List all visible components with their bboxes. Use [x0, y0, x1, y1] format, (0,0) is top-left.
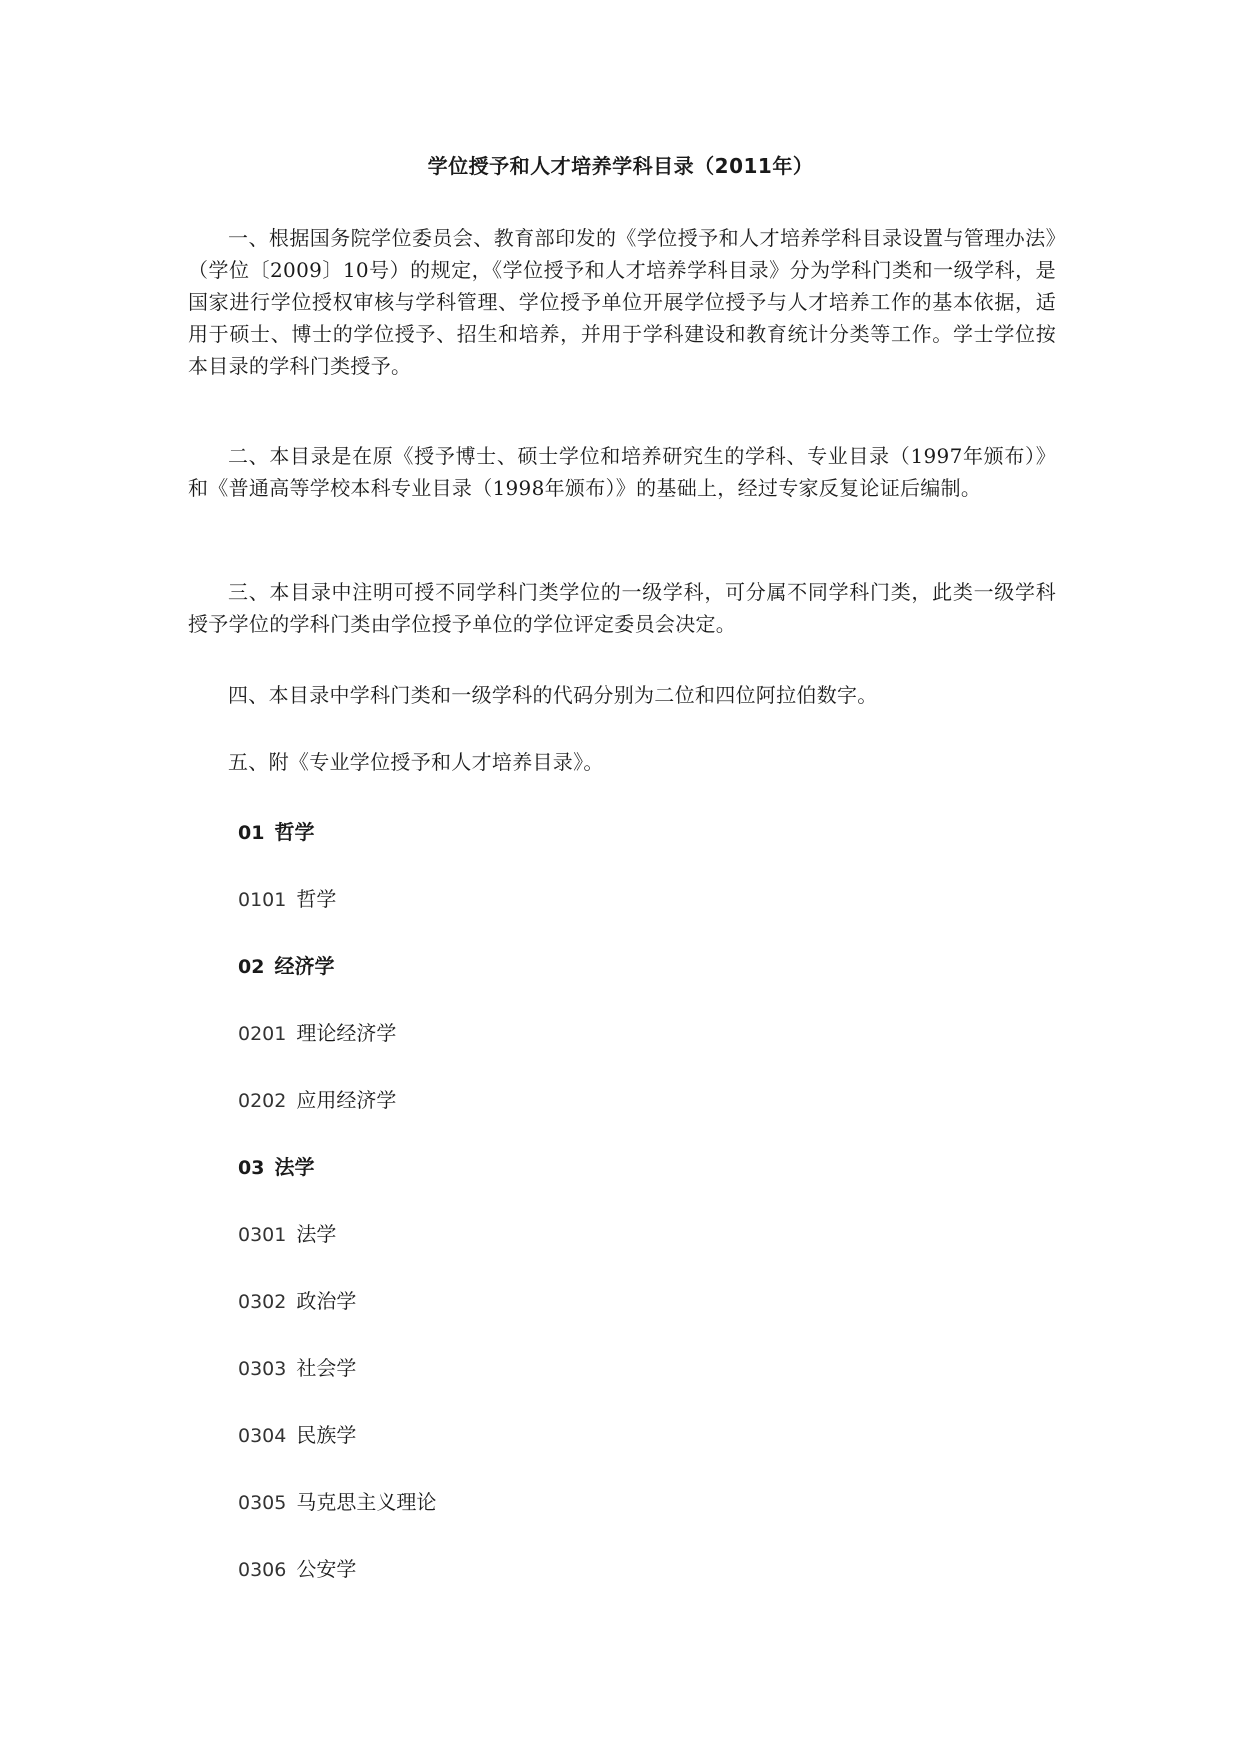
entry-code: 0202	[238, 1090, 287, 1112]
entry-code: 0302	[238, 1291, 287, 1313]
entry-name: 应用经济学	[296, 1088, 397, 1112]
entry-name: 马克思主义理论	[296, 1490, 437, 1514]
entry-code: 0201	[238, 1023, 287, 1045]
document-title: 学位授予和人才培养学科目录（2011年）	[427, 154, 814, 178]
paragraph-5: 五、附《专业学位授予和人才培养目录》。	[228, 750, 604, 774]
discipline-item	[238, 885, 336, 914]
discipline-item	[238, 1220, 336, 1249]
paragraph-3: 三、本目录中注明可授不同学科门类学位的一级学科，可分属不同学科门类，此类一级学科授予学位的学科门类由学位授予单位的学位评定委员会决定。	[188, 580, 1056, 636]
category-heading	[238, 952, 334, 981]
entry-name: 公安学	[296, 1557, 357, 1581]
discipline-item	[238, 1488, 436, 1517]
discipline-item	[238, 1086, 396, 1115]
discipline-item	[238, 1555, 356, 1584]
discipline-item	[238, 1287, 356, 1316]
entry-name: 社会学	[296, 1356, 357, 1380]
paragraph-2: 二、本目录是在原《授予博士、硕士学位和培养研究生的学科、专业目录（1997年颁布）》和《普通高等学校本科专业目录（1998年颁布）》的基础上，经过专家反复论证后编制。	[188, 444, 1056, 500]
entry-name: 哲学	[274, 820, 315, 844]
discipline-item	[238, 1019, 396, 1048]
entry-name: 法学	[296, 1222, 337, 1246]
category-heading	[238, 1153, 314, 1182]
entry-name: 哲学	[296, 887, 337, 911]
entry-code: 0306	[238, 1559, 287, 1581]
entry-code: 01	[238, 822, 265, 844]
discipline-item	[238, 1354, 356, 1383]
discipline-item	[238, 1421, 356, 1450]
entry-code: 0305	[238, 1492, 287, 1514]
entry-code: 0304	[238, 1425, 287, 1447]
entry-name: 经济学	[274, 954, 335, 978]
entry-name: 法学	[274, 1155, 315, 1179]
entry-code: 02	[238, 956, 265, 978]
paragraph-4: 四、本目录中学科门类和一级学科的代码分别为二位和四位阿拉伯数字。	[228, 683, 878, 707]
entry-code: 0303	[238, 1358, 287, 1380]
entry-code: 0101	[238, 889, 287, 911]
entry-code: 03	[238, 1157, 265, 1179]
category-heading	[238, 818, 314, 847]
entry-code: 0301	[238, 1224, 287, 1246]
entry-name: 理论经济学	[296, 1021, 397, 1045]
entry-name: 民族学	[296, 1423, 357, 1447]
paragraph-1: 一、根据国务院学位委员会、教育部印发的《学位授予和人才培养学科目录设置与管理办法》（学位〔2009〕10号）的规定，《学位授予和人才培养学科目录》分为学科门类和一级学科，是国家进行学位授权审核与学科管理、学位授予单位开展学位授予与人才培养工作的基本依据，适用于硕士、博士的学位授予、招生和培养，并用于学科建设和教育统计分类等工作。学士学位按本目录的学科门类授予。	[188, 226, 1056, 378]
entry-name: 政治学	[296, 1289, 357, 1313]
